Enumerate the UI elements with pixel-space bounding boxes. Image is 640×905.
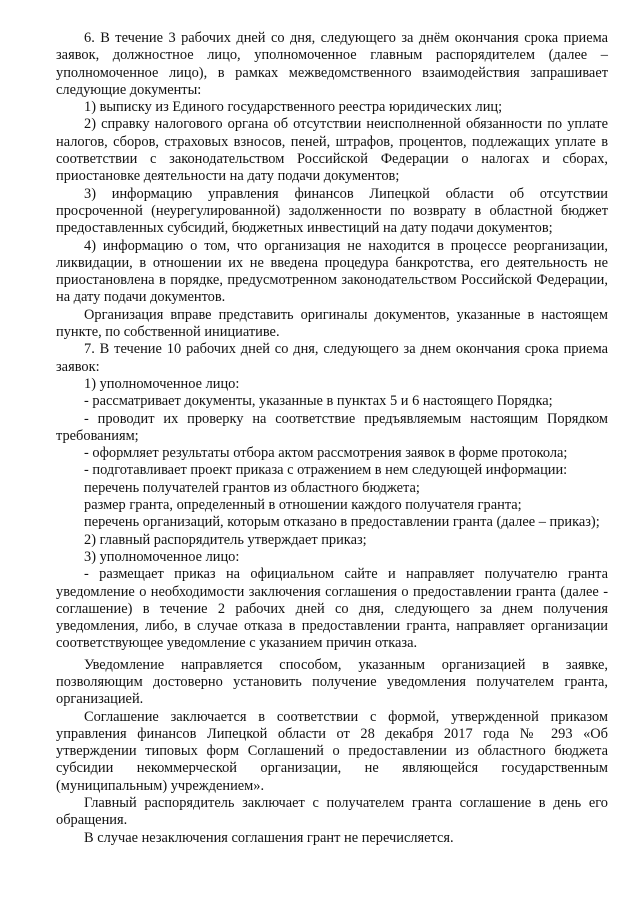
paragraph-sub-1: 1) уполномоченное лицо: — [84, 375, 240, 392]
paragraph-item-6-intro: 6. В течение 3 рабочих дней со дня, следующего за днём окончания срока приема заявок, должностное лицо, уполномоченное главным распорядителем (далее – уполномоченное лицо), в рамках межведомственного взаимодействия запрашивает следующие документы: — [56, 30, 608, 98]
paragraph-dash-order-draft: - подготавливает проект приказа с отражением в нем следующей информации: — [84, 462, 568, 479]
paragraph-list-item-1: 1) выписку из Единого государственного реестра юридических лиц; — [84, 99, 503, 116]
paragraph-recipients-list: перечень получателей грантов из областного бюджета; — [84, 479, 420, 496]
paragraph-refused-list: перечень организаций, которым отказано в предоставлении гранта (далее – приказ); — [84, 514, 600, 531]
paragraph-sub-2: 2) главный распорядитель утверждает приказ; — [84, 531, 367, 548]
paragraph-notification-method: Уведомление направляется способом, указанным организацией в заявке, позволяющим достоверно установить получение уведомления получателем гранта, организацией. — [56, 656, 608, 708]
paragraph-list-item-3: 3) информацию управления финансов Липецкой области об отсутствии просроченной (неурегулированной) задолженности по возврату в областной бюджет предоставленных субсидий, бюджетных инвестиций на дату подачи документов; — [56, 185, 608, 237]
paragraph-dash-protocol: - оформляет результаты отбора актом рассмотрения заявок в форме протокола; — [84, 445, 568, 462]
paragraph-grant-size: размер гранта, определенный в отношении каждого получателя гранта; — [84, 497, 522, 514]
paragraph-sub-3: 3) уполномоченное лицо: — [84, 548, 240, 565]
paragraph-list-item-2: 2) справку налогового органа об отсутствии неисполненной обязанности по уплате налогов, сборов, страховых взносов, пеней, штрафов, процентов, подлежащих уплате в соответствии с законодательством Российской Федерации о налогах и сборах, приостановке деятельности на дату подачи документов; — [56, 116, 608, 185]
paragraph-initiative-note: Организация вправе представить оригиналы документов, указанные в настоящем пункте, по собственной инициативе. — [56, 306, 608, 341]
paragraph-list-item-4: 4) информацию о том, что организация не находится в процессе реорганизации, ликвидации, в отношении их не введена процедура банкротства, его деятельность не приостановлена в порядке, предусмотренном законодательством Российской Федерации, на дату подачи документов. — [56, 237, 608, 306]
paragraph-agreement-form: Соглашение заключается в соответствии с формой, утвержденной приказом управления финансов Липецкой области от 28 декабря 2017 года № 293 «Об утверждении типовых форм Соглашений о предоставлении из областного бюджета субсидии некоммерческой организации, не являющейся государственным (муниципальным) учреждением». — [56, 708, 608, 794]
paragraph-dash-check: - проводит их проверку на соответствие предъявляемым настоящим Порядком требованиям; — [56, 410, 608, 444]
document-page — [56, 30, 608, 847]
paragraph-item-7-intro: 7. В течение 10 рабочих дней со дня, следующего за днем окончания срока приема заявок: — [56, 341, 608, 375]
paragraph-dash-publish: - размещает приказ на официальном сайте и направляет получателю гранта уведомление о необходимости заключения соглашения о предоставлении гранта (далее - соглашение) в течение 2 рабочих дней со дня, следующего за днем получения уведомления, либо, в случае отказа в предоставлении гранта, направляет организации соответствующее уведомление с указанием причин отказа. — [56, 566, 608, 652]
paragraph-agreement-day: Главный распорядитель заключает с получателем гранта соглашение в день его обращения. — [56, 795, 608, 829]
paragraph-no-transfer: В случае незаключения соглашения грант не перечисляется. — [84, 829, 454, 846]
paragraph-dash-review: - рассматривает документы, указанные в пунктах 5 и 6 настоящего Порядка; — [84, 393, 553, 410]
